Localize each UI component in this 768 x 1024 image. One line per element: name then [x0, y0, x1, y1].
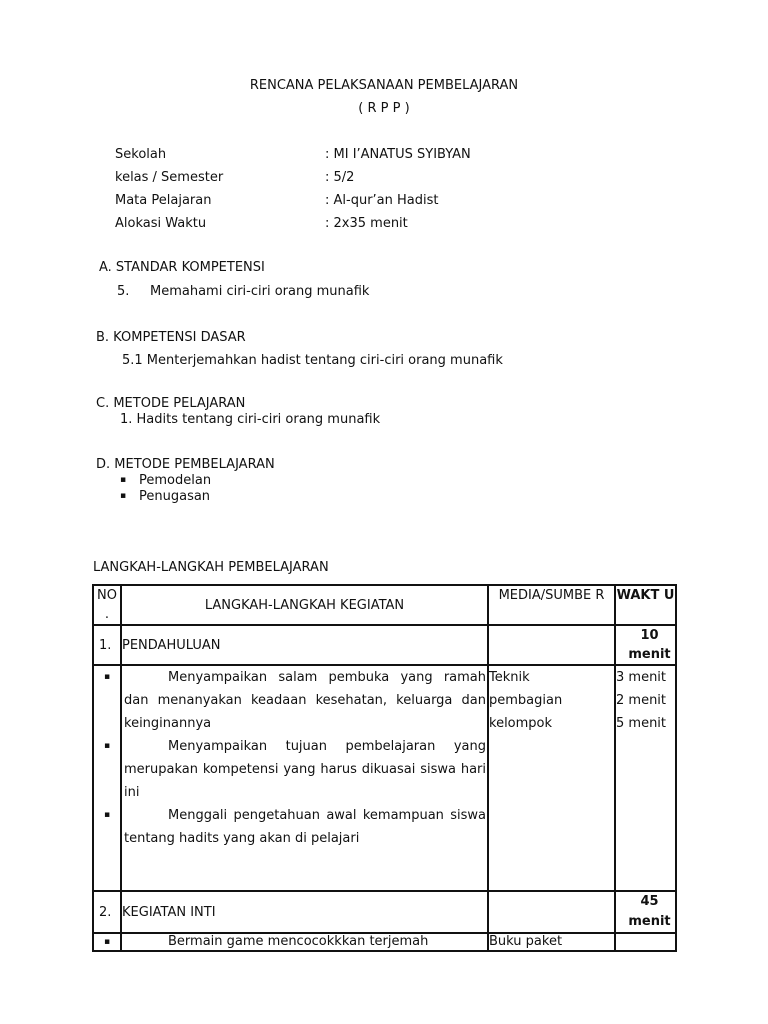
time-cell: [615, 665, 676, 891]
row-label: PENDAHULUAN: [121, 625, 488, 665]
row-time: 45 menit: [615, 891, 676, 933]
table-row: [93, 665, 676, 891]
section-a-item: Memahami ciri-ciri orang munafik: [150, 284, 370, 299]
document-title: RENCANA PELAKSANAAN PEMBELAJARAN: [249, 78, 519, 93]
bullet-icon: ▪: [103, 672, 111, 682]
identity-label: Mata Pelajaran: [115, 193, 212, 208]
activity-items: [121, 665, 488, 891]
media-text: Buku paket: [488, 933, 615, 951]
activity-item: Bermain game mencocokkkan terjemah: [121, 933, 488, 951]
row-label: KEGIATAN INTI: [121, 891, 488, 933]
identity-value: : 5/2: [325, 170, 355, 185]
row-media: [488, 625, 615, 665]
identity-label: kelas / Semester: [115, 170, 224, 185]
table-row: [93, 625, 676, 665]
row-number: 2.: [93, 891, 121, 933]
activity-item: Menyampaikan tujuan pembelajaran yang merupakan kompetensi yang harus dikuasai siswa hari ini: [124, 739, 486, 800]
row-number: 1.: [93, 625, 121, 665]
section-b-heading: B. KOMPETENSI DASAR: [96, 330, 246, 345]
steps-heading: LANGKAH-LANGKAH PEMBELAJARAN: [93, 560, 329, 575]
activity-item: Menggali pengetahuan awal kemampuan siswa tentang hadits yang akan di pelajari: [124, 808, 486, 846]
bullet-icon: ▪: [120, 491, 127, 501]
section-b-item: 5.1 Menterjemahkan hadist tentang ciri-ciri orang munafik: [122, 353, 503, 368]
row-media: [488, 891, 615, 933]
identity-value: : MI I’ANATUS SYIBYAN: [325, 147, 471, 162]
table-row: [93, 933, 676, 951]
bullet-icon: ▪: [120, 475, 127, 485]
section-a-heading: A. STANDAR KOMPETENSI: [99, 260, 265, 275]
media-cell: [488, 665, 615, 891]
time-value: 3 menit: [616, 670, 667, 685]
table-header-row: [93, 585, 676, 625]
time-cell: [615, 933, 676, 951]
time-value: 5 menit: [616, 716, 667, 731]
identity-label: Sekolah: [115, 147, 167, 162]
header-media: MEDIA/SUMBE R: [488, 585, 615, 625]
header-time: WAKT U: [615, 585, 676, 625]
section-d-heading: D. METODE PEMBELAJARAN: [96, 457, 275, 472]
identity-value: : 2x35 menit: [325, 216, 408, 231]
section-d-item: Pemodelan: [139, 473, 212, 488]
time-value: 2 menit: [616, 693, 667, 708]
header-activity: LANGKAH-LANGKAH KEGIATAN: [121, 585, 488, 625]
bullets-column: [93, 665, 121, 891]
identity-value: : Al-qur’an Hadist: [325, 193, 439, 208]
section-d-item: Penugasan: [139, 489, 211, 504]
row-time: 10 menit: [615, 625, 676, 665]
bullet-icon: ▪: [103, 741, 111, 751]
bullet-icon: ▪: [103, 810, 111, 820]
identity-label: Alokasi Waktu: [115, 216, 207, 231]
document-subtitle: ( R P P ): [358, 101, 410, 116]
section-c-item: 1. Hadits tentang ciri-ciri orang munafik: [120, 412, 381, 427]
steps-table: [92, 584, 677, 952]
activity-item: Menyampaikan salam pembuka yang ramah dan menanyakan keadaan kesehatan, keluarga dan keinginannya: [124, 670, 486, 731]
bullet-icon: ▪: [93, 933, 121, 951]
section-c-heading: C. METODE PELAJARAN: [96, 396, 246, 411]
table-row: [93, 891, 676, 933]
section-a-number: 5.: [117, 284, 130, 299]
header-no: NO .: [93, 585, 121, 625]
media-text: Teknik pembagian kelompok: [489, 670, 563, 731]
